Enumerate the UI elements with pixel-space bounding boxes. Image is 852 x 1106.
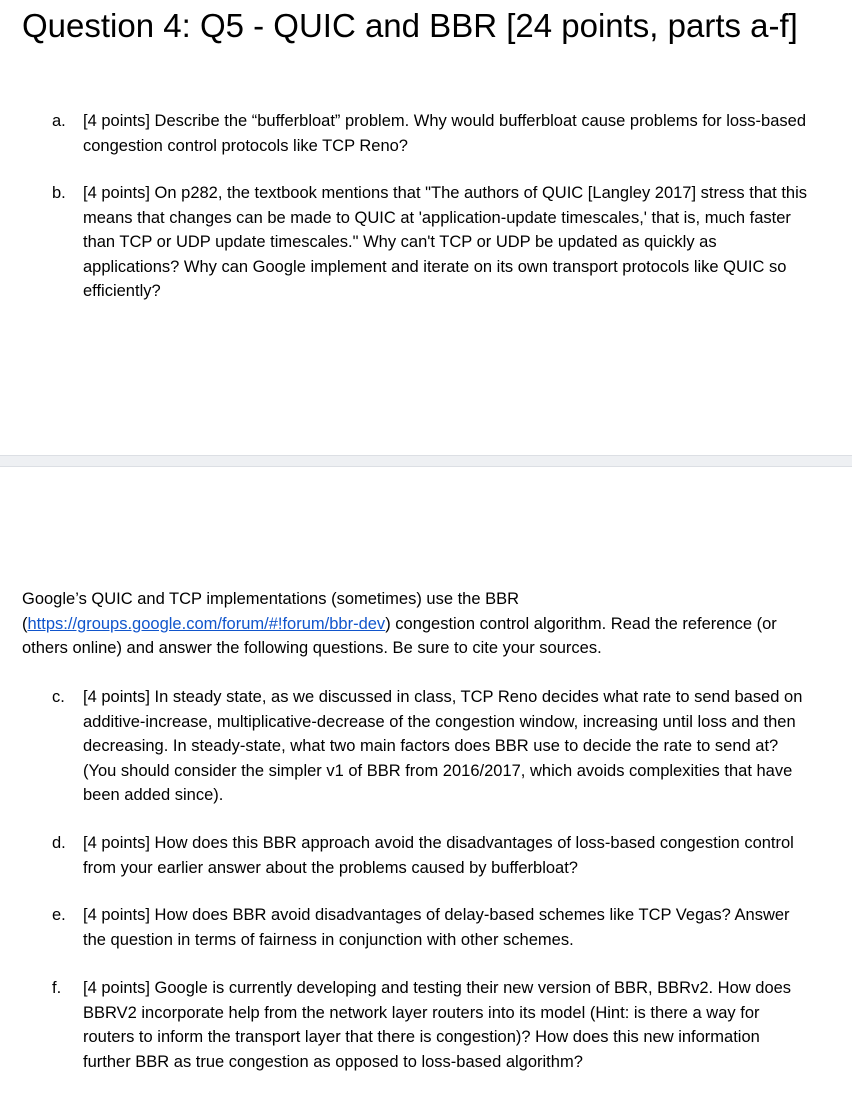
list-item-text: [4 points] On p282, the textbook mentions that "The authors of QUIC [Langley 2017] stress that this means that changes can be made to QUIC at 'application-update timescales,' that is, much faster than TCP or UDP update timescales." Why can't TCP or UDP be updated as quickly as applications? Why can Google implement and iterate on its own transport protocols like QUIC so efficiently? [83,184,808,300]
list-item-text: [4 points] Describe the “bufferbloat” problem. Why would bufferbloat cause problems for loss-based congestion control protocols like TCP Reno? [83,112,807,155]
intro-paragraph [22,587,822,661]
intro-text-before: Google’s QUIC and TCP implementations (sometimes) use the BBR ( [22,590,520,633]
list-item-text: [4 points] How does BBR avoid disadvantages of delay-based schemes like TCP Vegas? Answer the question in terms of fairness in conjunction with other schemes. [83,906,790,949]
document-page-2 [0,467,852,1106]
list-item-a [52,109,812,158]
page-break [0,455,852,467]
list-marker: d. [52,834,66,852]
list-marker: a. [52,112,66,130]
list-item-f [52,976,812,1074]
list-item-b [52,181,812,304]
list-marker: e. [52,906,66,924]
list-item-text: [4 points] Google is currently developing and testing their new version of BBR, BBRv2. How does BBRV2 incorporate help from the network layer routers into its model (Hint: is there a way for routers to inform the transport layer that there is congestion)? How does this new information further BBR as true congestion as opposed to loss-based algorithm? [83,979,792,1071]
list-item-text: [4 points] How does this BBR approach avoid the disadvantages of loss-based congestion control from your earlier answer about the problems caused by bufferbloat? [83,834,794,877]
question-title: Question 4: Q5 - QUIC and BBR [24 points, parts a-f] [22,7,798,44]
list-item-e [52,903,812,952]
list-item-text: [4 points] In steady state, as we discussed in class, TCP Reno decides what rate to send based on additive-increase, multiplicative-decrease of the congestion window, increasing until loss and then decreasing. In steady-state, what two main factors does BBR use to decide the rate to send at? (You should consider the simpler v1 of BBR from 2016/2017, which avoids complexities that have been added since). [83,688,803,804]
list-marker: f. [52,979,62,997]
list-item-d [52,831,812,880]
list-marker: b. [52,184,66,202]
document-page-1 [0,0,852,455]
bbr-dev-link[interactable]: https://groups.google.com/forum/#!forum/bbr-dev [27,614,386,633]
intro-text-after: ) congestion control algorithm. Read the reference (or others online) and answer the following questions. Be sure to cite your sources. [22,614,777,657]
list-item-c [52,685,812,808]
list-marker: c. [52,688,65,706]
